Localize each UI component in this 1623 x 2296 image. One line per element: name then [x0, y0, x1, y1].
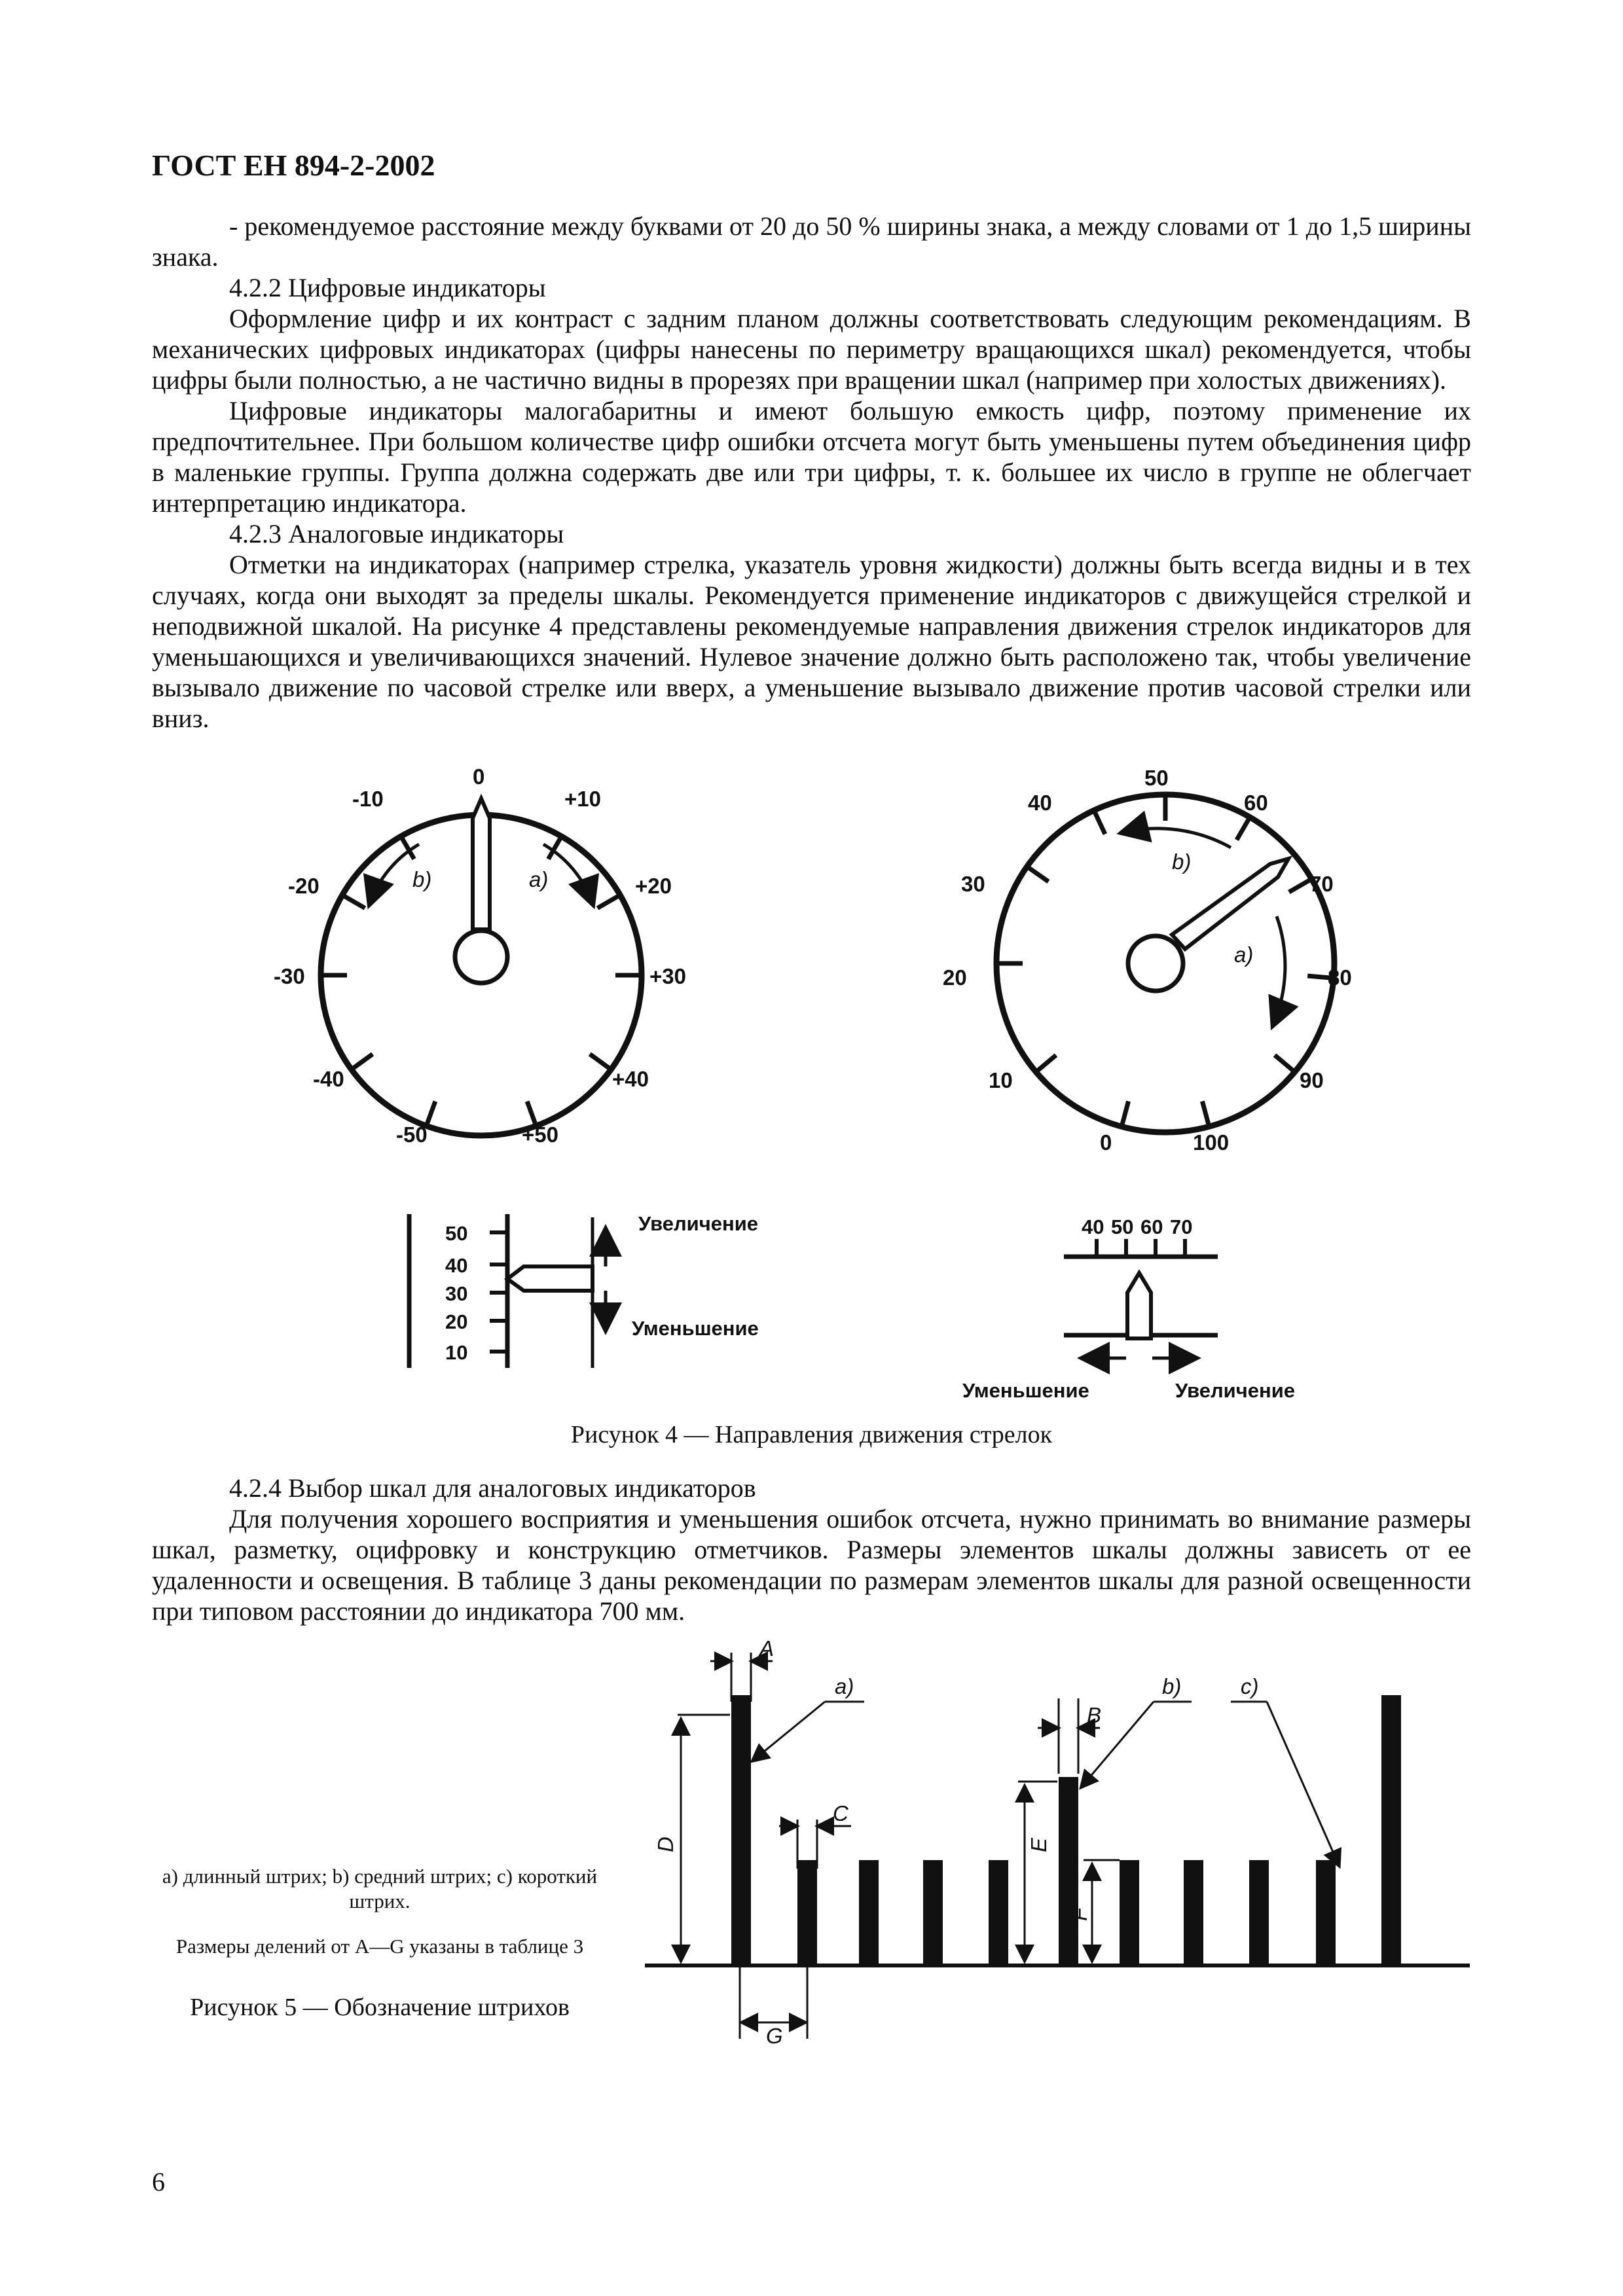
dial-1-label: -50: [396, 1122, 428, 1147]
dim-d: D: [653, 1837, 678, 1852]
dial-2-label: 0: [1100, 1130, 1112, 1155]
dial-2-label: 60: [1244, 791, 1268, 815]
dial-1-label: -20: [288, 874, 319, 898]
figure-5-caption: Рисунок 5 — Обозначение штрихов: [190, 1994, 570, 2021]
paragraph: Отметки на индикаторах (например стрелка, указатель уровня жидкости) должны быть всегда видны и в тех случаях, когда они выходят за пределы шкалы. Рекомендуется применение индикаторов с движущейся стрелкой и неподвижной шкалой. На рисунке 4 представлены рекомендуемые направления движения стрелок индикаторов для уменьшающихся и увеличивающихся значений. Нулевое значение должно быть расположено так, чтобы увеличение вызывало движение по часовой стрелке или вверх, а уменьшение вызывало движение против часовой стрелки или вниз.: [152, 550, 1471, 733]
scale-stroke: [1184, 1860, 1203, 1965]
dim-f: F: [1067, 1907, 1091, 1921]
figure-5-note-table: Размеры делений от A—G указаны в таблице 3: [175, 1935, 584, 1958]
scale-stroke: [1381, 1695, 1401, 1965]
scale-strokes: [731, 1695, 1401, 1965]
subsection-title: 4.2.4 Выбор шкал для аналоговых индикаторов: [229, 1473, 756, 1503]
paragraph: - рекомендуемое расстояние между буквами от 20 до 50 % ширины знака, а между словами от 1 до 1,5 ширины знака.: [152, 211, 1471, 272]
vertical-decrease-label: Уменьшение: [632, 1317, 759, 1340]
scale-stroke: [1249, 1860, 1269, 1965]
horizontal-tick-label: 70: [1170, 1215, 1193, 1238]
dial-1-label: +30: [649, 964, 686, 988]
horizontal-decrease-label: Уменьшение: [962, 1379, 1089, 1402]
dim-c: C: [833, 1801, 848, 1825]
dial-2-label: 70: [1309, 872, 1334, 896]
dim-e: E: [1027, 1837, 1051, 1852]
figure-4-caption: Рисунок 4 — Направления движения стрелок: [570, 1421, 1053, 1448]
dial-1-arrow-b: b): [412, 867, 432, 891]
dial-2-label: 80: [1328, 965, 1352, 990]
document-id: ГОСТ ЕН 894-2-2002: [152, 149, 435, 182]
scale-stroke: [1059, 1777, 1078, 1965]
scale-stroke: [731, 1695, 751, 1965]
scale-stroke: [989, 1860, 1008, 1965]
vertical-tick-label: 50: [445, 1222, 468, 1245]
horizontal-tick-label: 50: [1111, 1215, 1134, 1238]
horizontal-tick-label: 40: [1082, 1215, 1104, 1238]
vertical-tick-label: 40: [445, 1254, 468, 1277]
horizontal-increase-label: Увеличение: [1175, 1379, 1296, 1402]
dial-1-label: -30: [274, 964, 305, 988]
dial-1-label: -40: [313, 1067, 344, 1091]
subsection-title: 4.2.2 Цифровые индикаторы: [229, 273, 546, 302]
dim-b: B: [1087, 1703, 1102, 1727]
paragraph: Для получения хорошего восприятия и уменьшения ошибок отсчета, нужно принимать во внимание размеры шкал, разметку, оцифровку и конструкцию отметчиков. Размеры элементов шкалы должны зависеть от ее удаленности и освещения. В таблице 3 даны рекомендации по размерам элементов шкалы для разной освещенности при типовом расстоянии до индикатора 700 мм.: [152, 1504, 1471, 1626]
dial-2-arrow-a: a): [1234, 942, 1254, 967]
scale-stroke: [1316, 1860, 1336, 1965]
label-short-stroke: c): [1241, 1674, 1259, 1698]
dial-2-arrow-b: b): [1172, 850, 1192, 874]
dial-1-label: +50: [522, 1122, 558, 1147]
dial-2-label: 10: [989, 1068, 1013, 1092]
scale-stroke: [1120, 1860, 1139, 1965]
dial-1-label: +40: [612, 1067, 649, 1091]
vertical-tick-label: 30: [445, 1282, 468, 1305]
vertical-tick-label: 20: [445, 1310, 468, 1333]
horizontal-tick-label: 60: [1140, 1215, 1163, 1238]
dial-1-label: 0: [473, 764, 485, 789]
vertical-tick-label: 10: [445, 1341, 468, 1364]
scale-stroke: [859, 1860, 879, 1965]
dial-2-label: 40: [1028, 791, 1052, 815]
subsection-title: 4.2.3 Аналоговые индикаторы: [229, 519, 564, 548]
dim-g: G: [766, 2024, 783, 2048]
figure-5-note-strokes: а) длинный штрих; b) средний штрих; с) короткий штрих.: [162, 1865, 598, 1912]
page-number: 6: [152, 2167, 165, 2197]
dial-1-arrow-a: a): [529, 867, 549, 891]
dim-a: A: [759, 1636, 775, 1660]
scale-stroke: [797, 1860, 817, 1965]
dial-1-label: -10: [352, 787, 384, 811]
dial-2-label: 100: [1193, 1130, 1230, 1155]
vertical-increase-label: Увеличение: [638, 1212, 759, 1235]
dial-1-label: +10: [564, 787, 601, 811]
paragraph: Цифровые индикаторы малогабаритны и имеют большую емкость цифр, поэтому применение их предпочтительнее. При большом количестве цифр ошибки отсчета могут быть уменьшены путем объединения цифр в маленькие группы. Группа должна содержать две или три цифры, т. к. большее их число в группе не облегчает интерпретацию индикатора.: [152, 396, 1471, 518]
dial-2-label: 50: [1144, 766, 1169, 790]
dial-2-label: 90: [1300, 1068, 1324, 1092]
label-long-stroke: a): [835, 1674, 854, 1698]
label-medium-stroke: b): [1162, 1674, 1182, 1698]
dial-2-label: 30: [961, 872, 985, 896]
dial-1-label: +20: [635, 874, 672, 898]
paragraph: Оформление цифр и их контраст с задним планом должны соответствовать следующим рекомендациям. В механических цифровых индикаторах (цифры нанесены по периметру вращающихся шкал) рекомендуется, чтобы цифры были полностью, а не частично видны в прорезях при вращении шкал (например при холостых движениях).: [152, 304, 1471, 395]
scale-stroke: [923, 1860, 943, 1965]
dial-2-label: 20: [943, 965, 967, 990]
